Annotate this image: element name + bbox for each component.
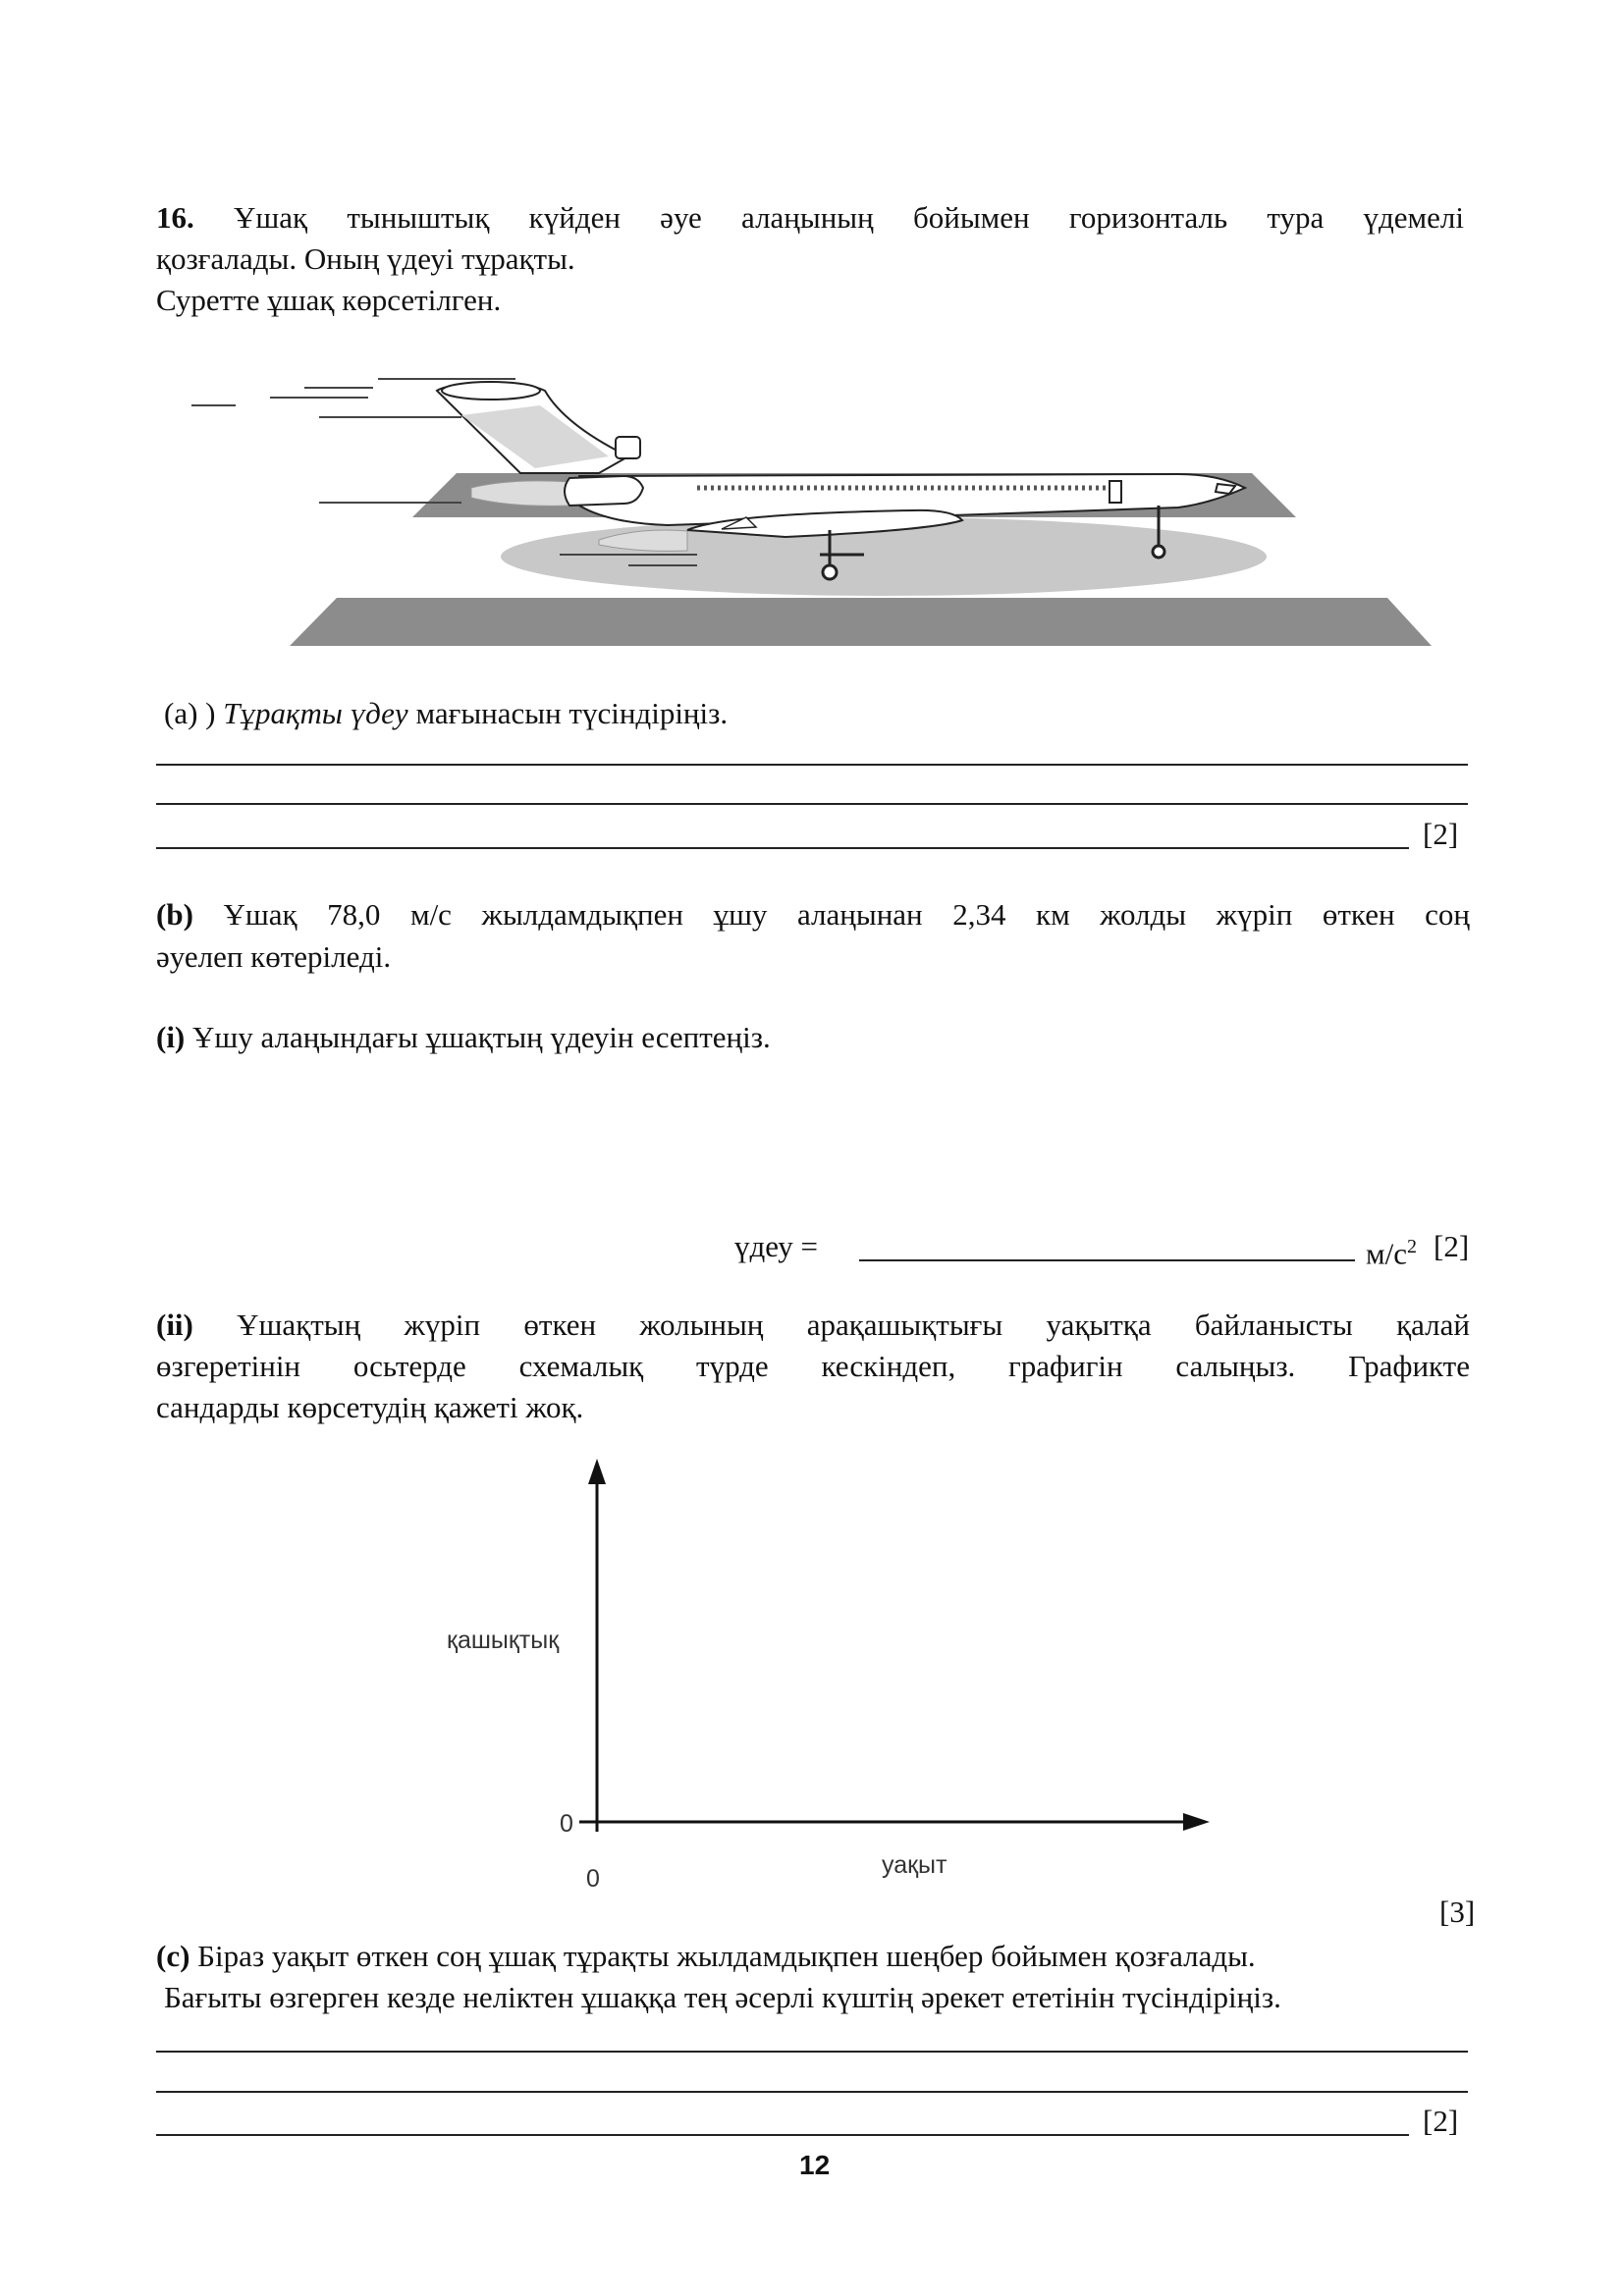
part-b-line1: (b) Ұшақ 78,0 м/с жылдамдықпен ұшу алаңынан 2,34 км жолды жүріп өткен соң bbox=[156, 897, 1470, 932]
part-c-mark: [2] bbox=[1423, 2104, 1459, 2138]
x-zero-label: 0 bbox=[586, 1865, 600, 1893]
part-a-answer-line-3[interactable] bbox=[156, 847, 1409, 849]
part-b-label: (b) bbox=[156, 897, 193, 932]
question-intro-line3: Суретте ұшақ көрсетілген. bbox=[156, 283, 502, 317]
part-a-italic-term: Тұрақты үдеу bbox=[223, 696, 408, 730]
x-axis-label: уақыт bbox=[882, 1851, 947, 1879]
part-bi-mark: [2] bbox=[1434, 1229, 1470, 1263]
part-bii-line3: сандарды көрсетудің қажеті жоқ. bbox=[156, 1390, 584, 1424]
part-c-answer-line-1[interactable] bbox=[156, 2051, 1468, 2053]
part-bi-answer-line[interactable] bbox=[859, 1259, 1355, 1261]
part-bi-label: (i) bbox=[156, 1020, 186, 1054]
part-bi-unit-power: 2 bbox=[1407, 1236, 1417, 1257]
part-bii-line2: өзгеретінін осьтерде схемалық түрде кескіндеп, графигін салыңыз. Графикте bbox=[156, 1349, 1470, 1383]
part-c-answer-line-2[interactable] bbox=[156, 2091, 1468, 2093]
part-bi-answer-label: үдеу = bbox=[734, 1229, 818, 1263]
airplane-illustration bbox=[177, 358, 1453, 653]
rear-engine bbox=[565, 476, 643, 506]
part-a-question: (a) ) Тұрақты үдеу мағынасын түсіндіріңіз. bbox=[164, 696, 729, 730]
question-number: 16. bbox=[156, 200, 194, 235]
y-axis-arrow bbox=[588, 1459, 606, 1484]
part-bi-unit: $м/с^2$ bbox=[1366, 1236, 1417, 1271]
part-bii-mark: [3] bbox=[1439, 1895, 1476, 1929]
y-axis-label: қашықтық bbox=[447, 1627, 560, 1654]
question-intro-line1: 16. Ұшақ тыныштық күйден әуе алаңының бойымен горизонталь тура үдемелі bbox=[156, 200, 1465, 235]
part-c-answer-line-3[interactable] bbox=[156, 2134, 1409, 2136]
part-a-answer-line-2[interactable] bbox=[156, 803, 1468, 805]
part-bii-label: (ii) bbox=[156, 1308, 193, 1342]
part-bii-line1: (ii) Ұшақтың жүріп өткен жолының арақашықтығы уақытқа байланысты қалай bbox=[156, 1308, 1471, 1342]
part-bi-question: (i) Ұшу алаңындағы ұшақтың үдеуін есептеңіз. bbox=[156, 1020, 771, 1054]
x-axis-arrow bbox=[1183, 1813, 1210, 1831]
part-c-line2: Бағыты өзгерген кезде неліктен ұшаққа тең әсерлі күштің әрекет ететінін түсіндіріңіз. bbox=[164, 1980, 1281, 2014]
y-zero-label: 0 bbox=[560, 1810, 573, 1838]
part-a-mark: [2] bbox=[1423, 817, 1459, 851]
part-c-line1: (c) Біраз уақыт өткен соң ұшақ тұрақты жылдамдықпен шеңбер бойымен қозғалады. bbox=[156, 1939, 1256, 1973]
part-a-answer-line-1[interactable] bbox=[156, 764, 1468, 766]
page-number: 12 bbox=[799, 2150, 831, 2180]
question-intro-line2: қозғалады. Оның үдеуі тұрақты. bbox=[156, 241, 575, 276]
runway-near-stripe bbox=[290, 598, 1432, 646]
part-c-label: (c) bbox=[156, 1939, 190, 1973]
part-b-line2: әуелеп көтеріледі. bbox=[156, 939, 392, 974]
